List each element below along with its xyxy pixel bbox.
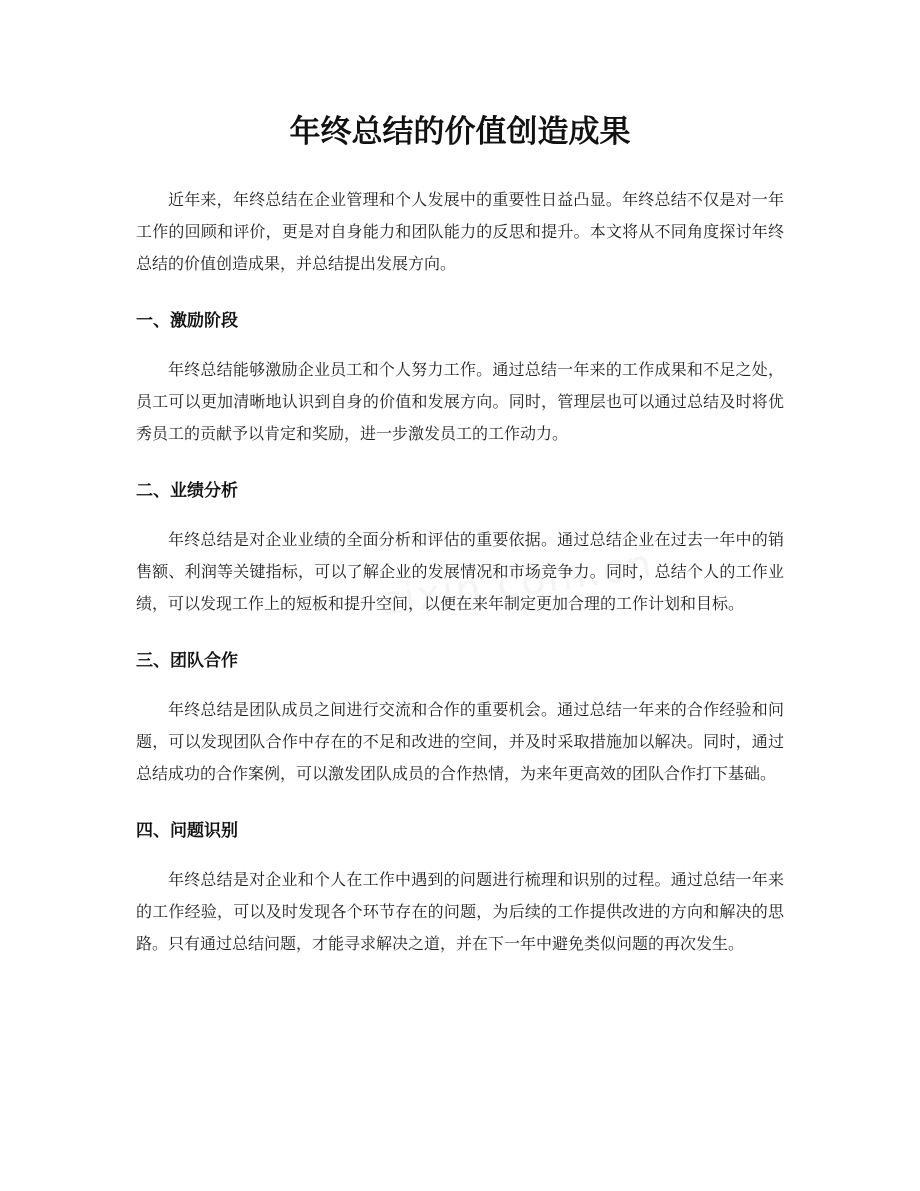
section-heading-1: 一、激励阶段 — [136, 311, 238, 331]
section-paragraph-2: 年终总结是对企业业绩的全面分析和评估的重要依据。通过总结企业在过去一年中的销售额、利润等关键指标，可以了解企业的发展情况和市场竞争力。同时，总结个人的工作业绩，可以发现工作上的短板和提升空间，以便在来年制定更加合理的工作计划和目标。 — [136, 530, 784, 613]
section-paragraph-1: 年终总结能够激励企业员工和个人努力工作。通过总结一年来的工作成果和不足之处，员工可以更加清晰地认识到自身的价值和发展方向。同时，管理层也可以通过总结及时将优秀员工的贡献予以肯定和奖励，进一步激发员工的工作动力。 — [136, 360, 784, 443]
section-heading-2: 二、业绩分析 — [136, 481, 238, 501]
section-heading-3: 三、团队合作 — [136, 651, 238, 671]
document-body — [136, 184, 784, 960]
section-paragraph-3: 年终总结是团队成员之间进行交流和合作的重要机会。通过总结一年来的合作经验和问题，可以发现团队合作中存在的不足和改进的空间，并及时采取措施加以解决。同时，通过总结成功的合作案例，可以激发团队成员的合作热情，为来年更高效的团队合作打下基础。 — [136, 700, 784, 783]
document-title: 年终总结的价值创造成果 — [289, 114, 631, 150]
section-heading-4: 四、问题识别 — [136, 821, 238, 841]
intro-paragraph: 近年来，年终总结在企业管理和个人发展中的重要性日益凸显。年终总结不仅是对一年工作的回顾和评价，更是对自身能力和团队能力的反思和提升。本文将从不同角度探讨年终总结的价值创造成果，并总结提出发展方向。 — [136, 190, 784, 273]
section-paragraph-4: 年终总结是对企业和个人在工作中遇到的问题进行梳理和识别的过程。通过总结一年来的工作经验，可以及时发现各个环节存在的问题，为后续的工作提供改进的方向和解决的思路。只有通过总结问题，才能寻求解决之道，并在下一年中避免类似问题的再次发生。 — [136, 870, 784, 953]
